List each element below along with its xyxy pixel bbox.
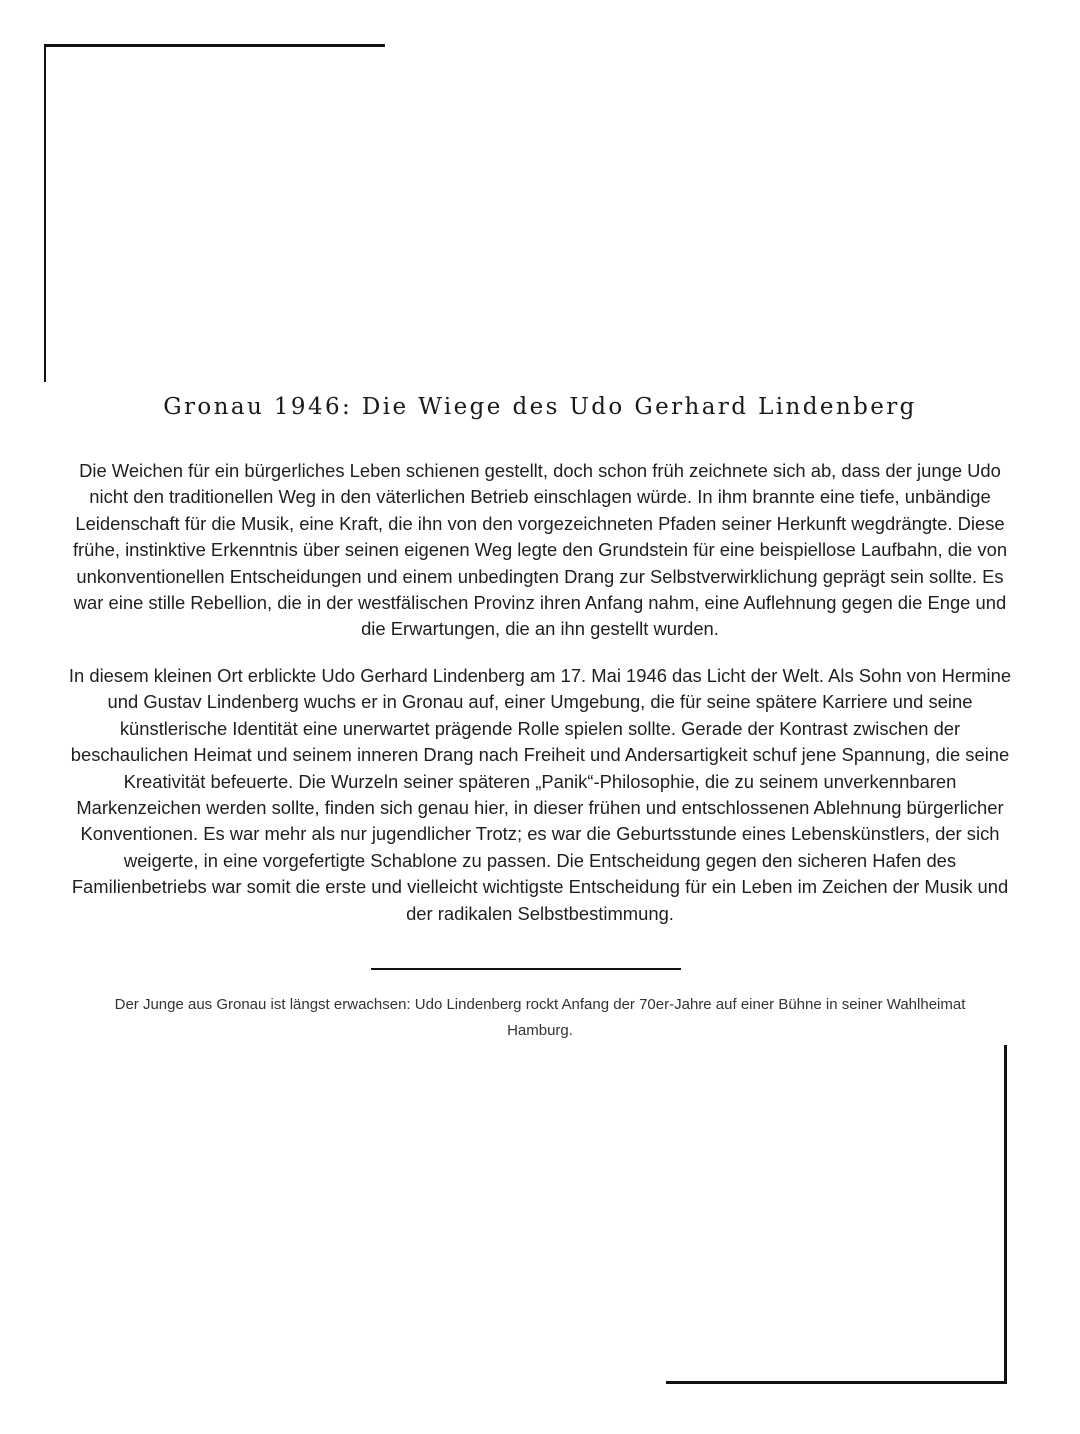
corner-frame-top-horizontal xyxy=(44,44,385,47)
body-paragraph-1: Die Weichen für ein bürgerliches Leben schienen gestellt, doch schon früh zeichnete sich ab, dass der junge Udo nicht den traditionellen Weg in den väterlichen Betrieb einschlagen würde. In ihm brannte eine tiefe, unbändige Leidenschaft für die Musik, eine Kraft, die ihn von den vorgezeichneten Pfaden seiner Herkunft wegdrängte. Diese frühe, instinktive Erkenntnis über seinen eigenen Weg legte den Grundstein für eine beispiellose Laufbahn, die von unkonventionellen Entscheidungen und einem unbedingten Drang zur Selbstverwirklichung geprägt sein sollte. Es war eine stille Rebellion, die in der westfälischen Provinz ihren Anfang nahm, eine Auflehnung gegen die Enge und die Erwartungen, die an ihn gestellt wurden. xyxy=(72,460,1008,640)
image-caption: Der Junge aus Gronau ist längst erwachsen: Udo Lindenberg rockt Anfang der 70er-Jahre auf einer Bühne in seiner Wahlheimat Hamburg. xyxy=(114,996,966,1039)
section-divider xyxy=(371,968,681,970)
corner-frame-bottom-horizontal xyxy=(666,1381,1007,1384)
corner-frame-bottom-vertical xyxy=(1004,1045,1007,1384)
page-title: Gronau 1946: Die Wiege des Udo Gerhard Lindenberg xyxy=(163,394,917,420)
body-paragraph-2: In diesem kleinen Ort erblickte Udo Gerhard Lindenberg am 17. Mai 1946 das Licht der Welt. Als Sohn von Hermine und Gustav Lindenberg wuchs er in Gronau auf, einer Umgebung, die für seine spätere Karriere und seine künstlerische Identität eine unerwartet prägende Rolle spielen sollte. Gerade der Kontrast zwischen der beschaulichen Heimat und seinem inneren Drang nach Freiheit und Andersartigkeit schuf jene Spannung, die seine Kreativität befeuerte. Die Wurzeln seiner späteren „Panik“-Philosophie, die zu seinem unverkennbaren Markenzeichen werden sollte, finden sich genau hier, in dieser frühen und entschlossenen Ablehnung bürgerlicher Konventionen. Es war mehr als nur jugendlicher Trotz; es war die Geburtsstunde eines Lebenskünstlers, der sich weigerte, in eine vorgefertigte Schablone zu passen. Die Entscheidung gegen den sicheren Hafen des Familienbetriebs war somit die erste und vielleicht wichtigste Entscheidung für ein Leben im Zeichen der Musik und der radikalen Selbstbestimmung. xyxy=(68,665,1012,924)
corner-frame-top-vertical xyxy=(44,44,46,382)
